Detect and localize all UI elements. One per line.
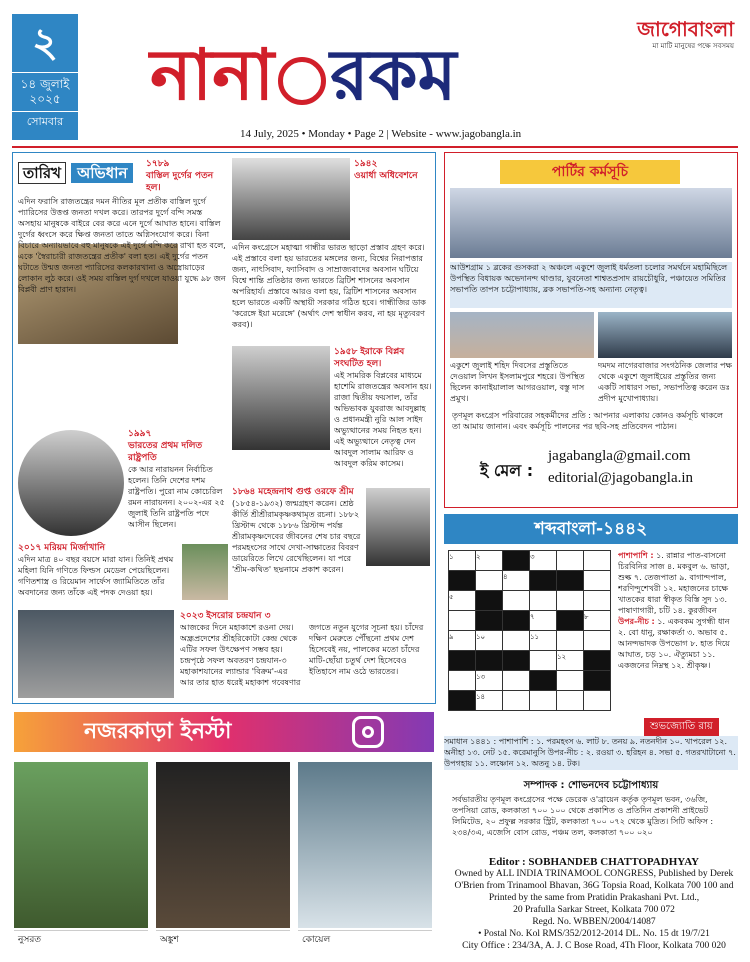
insta-photo-koel	[298, 762, 432, 928]
masthead-title	[150, 30, 590, 120]
mahendranath-photo	[366, 488, 430, 566]
eye-calendar-icon	[278, 57, 326, 105]
event-2017: ২০১৭ মরিয়ম মির্জাখানি এদিন মাত্র ৪০ বছর বয়সে মারা যান। তিনিই প্রথম মহিলা যিনি গণিতে ফিল্ডস মেডেল পেয়েছিলেন। গণিতশাস্ত্র ও রিয়েমান সার্ফেস জ্যামিতিতে তাঁর অবদানের জন্য তাঁকে এই পদক দেওয়া হয়।	[18, 543, 174, 597]
dateline: 14 July, 2025 • Monday • Page 2 | Website - www.jagobangla.in	[240, 128, 522, 140]
imprint-text-bn: সর্বভারতীয় তৃণমূল কংগ্রেসের পক্ষে ডেরেক ও'ব্রায়েন কর্তৃক তৃণমূল ভবন, ৩৬জি, তপসিয়া রোড, কলকাতা ৭০০ ১০০ থেকে প্রকাশিত ও প্রতিদিন প্রকাশনী প্রাইভেট লিমিটেড, ২০ প্রফুল্ল সরকার স্ট্রিট, কলকাতা ৭০০ ০৭২ থেকে মুদ্রিত। সিটি অফিস : ২৩৪/৩এ, এজেসি বোস রোড, পঞ্চম তল, কলকাতা ৭০০ ০২০	[452, 795, 714, 837]
email-2[interactable]: editorial@jagobangla.in	[548, 470, 694, 486]
email-1[interactable]: jagabangla@gmail.com	[548, 448, 691, 464]
event-1864: ১৮৬৪ মহেন্দ্রনাথ গুপ্ত ওরফে শ্রীম (১৮৫৪-১৯৩২) জন্মগ্রহণ করেন। শ্রেষ্ঠ কীর্তি শ্রীশ্রীরামকৃষ্ণকথামৃত রচনা। ১৮৮২ খ্রিস্টাব্দ থেকে ১৮৮৬ খ্রিস্টাব্দ পর্যন্ত শ্রীরামকৃষ্ণদেবের জীবনের শেষ চার বছরে পরমহংসের সাথে দেখা-সাক্ষাতের বিবরণ ডায়েরিতে লিখে রেখেছিলেন। যা পরে 'শ্রীম-কথিত' ছদ্মনামে প্রকাশ করেন।	[232, 487, 361, 574]
issue-date: ১৪ জুলাই ২০২৫	[12, 73, 78, 112]
party-caption-1: আউশগ্রাম ১ ব্লকের গুসকরা ২ অঞ্চলে একুশে জুলাই ধর্মতলা চলোর সমর্থনে মহামিছিলে উপস্থিত বিধায়ক অভেদানন্দ থাণ্ডার, যুবনেতা শাশ্বতপ্রসাদ রায়চৌধুরি, পঞ্চায়েত সমিতির সভাপতি তাপস চট্টোপাধ্যায়, ব্লক সভাপতি-সহ অন্যান্য নেতৃত্ব।	[450, 262, 732, 308]
issue-day: সোমবার	[26, 115, 64, 128]
instagram-icon	[352, 716, 384, 748]
event-1789-text: এদিন ফরাসি রাজতন্ত্রের দমন নীতির মূল প্রতীক বাস্তিল দুর্গে প্যারিসের উত্তপ্ত জনতা দখল করে। তারপর দুর্গে বন্দি সমস্ত অসহায় মানুষকে বাইরে বের করে এনে দুর্গে আঘাত হানে। বাস্তিল দুর্গের ধ্বংসে করে ক্ষিপ্ত জনতা তাতে অগ্নিসংযোগ করে। বিনা বিচারে অন্যায়ভাবে বহু মানুষকে এই দুর্গে বন্দি করে রাখা হত বলে, একে 'স্বৈরাচারী রাজতন্ত্রের প্রতীক' বলা হত। এই দুর্গের পতন ঘটাতে উন্মত্ত জনতা প্যারিসের কলকারখানা ও অস্ত্রোয়াড়ের লোকান লুঠ করে। ওই সময় বাস্তিল দুর্গ দখলে যাওয়া যুদ্ধে ৯৮ জন বিপ্লবী প্রাণ হারান।	[18, 197, 226, 294]
jagobangla-logo: জাগোবাংলা মা মাটি মানুষের পক্ষে সবসময়	[637, 17, 734, 50]
insta-photo-ankush	[156, 762, 290, 928]
insta-photo-nusrat	[14, 762, 148, 928]
party-caption-2: একুশে জুলাই শহিদ দিবসের প্রস্তুতিতে দেওয়াল লিখন ইসলামপুরে শহরে। উপস্থিত ছিলেন কানাইয়ালাল আগরওয়াল, বস্তু দাস প্রমুখ।	[450, 361, 585, 403]
chandrayaan-photo	[18, 610, 174, 698]
event-2023: ২০২৩ ইসরোর চন্দ্রযান ৩ আজকের দিনে মহাকাশে রওনা দেয়। অন্ধ্রপ্রদেশের শ্রীহরিকোটা কেন্দ্র থেকে এটির সফল উৎক্ষেপণ সম্ভব হয়। চন্দ্রপৃষ্ঠে সফল অবতরণ চন্দ্রযান-৩ মহাকাশযানের ল্যান্ডার 'বিক্রম'-এর আর তার হাত ধরেই মহাকাশ গবেষণার জগতে নতুন যুগের সূচনা হয়। চাঁদের দক্ষিণ মেরুতে পৌঁছনো প্রথম দেশ হিসেবেই নয়, পালকের মতো চাঁদের মাটি-ছোঁয়া চতুর্থ দেশ হিসেবেও ইতিহাসে নাম ওঠে ভারতের।	[180, 611, 424, 687]
crossword-title: শব্দবাংলা-১৪৪২	[444, 514, 738, 544]
insta-caption-ankush: অঙ্কুশ	[156, 930, 290, 948]
event-1958: ১৯৫৮ ইরাকে বিপ্লব সংঘটিত হল।	[334, 347, 405, 369]
party-photo-wall	[450, 312, 594, 358]
party-photo-rally	[450, 188, 732, 258]
iraq-leaders-photo	[232, 346, 330, 450]
quit-india-photo	[232, 158, 350, 240]
crossword-clues: পাশাপাশি : ১. রান্নার পাত-বাসনো চিরবিনির সাজ ৪. মকবুল ৬. ভাড়া, শুল্ক ৭. তেজপাতা ৯. বাগান্দপাল, শরণিন্দুশেখরী ১২. মহাজনের চাক্ষে খাতকের ধারা স্বীকৃত বিস্তি সুদ ১৩. পাষাণাগারী, চটি ১৪. কুরজীবন উপর-নীচ : ১. একবকম সুগন্ধী ধান ২. বো ধানু, রক্ষাকর্তা ৩. অভাব ৫. আনন্দভাদক উপভোগ ৮. হাত দিয়ে আঘাত, চড় ১০. ঐত্যুমচা ১১. একজনের নিম্নস্থ ১২. শ্রীকৃষ্ণ।	[618, 551, 730, 670]
event-1789: ১৭৮৯ বাস্তিল দুর্গের পতন হল।	[146, 159, 214, 193]
masthead-part1: নানা	[150, 33, 275, 116]
insta-caption-koel: কোয়েল	[298, 930, 432, 948]
imprint-editor-bn: সম্পাদক : শোভনদেব চট্টোপাধ্যায়	[523, 780, 659, 791]
party-note: তৃণমূল কংগ্রেস পরিবারের সহকর্মীদের প্রতি : আপনার এলাকায় কোনও কর্মসূচি থাকলে তা আমায় জানান। এবং কর্মসূচি পালনের পর ছবি-সহ প্রতিবেদন পাঠান।	[452, 411, 723, 431]
crossword-solution: সমাধান ১৪৪১ : পাশাপাশি : ১. পরমহংস ৬. লাট ৮. তনয় ৯. নতনদীন ১০. খাপরেল ১২. অনীহা ১৩. নেট ১৫. করেমানুসি উপর-নীচ : ২. রওয়া ৩. হরিহন ৪. সভা ৫. গতরখাটানো ৭. উপগহায় ১১. লষ্ণোন ১২. অতনু ১৪. টক।	[444, 736, 738, 770]
crossword-author: শুভজ্যোতি রায়	[644, 718, 719, 737]
email-label: ই মেল :	[480, 461, 534, 480]
header-rule	[12, 146, 738, 148]
party-caption-3: দমদম নাগেরবাজার সংগঠনিক জেলার পক্ষ থেকে একুশে জুলাইয়ের প্রস্তুতির জন্য একটি সাধারণ সভা, সভাপতিত্ব করেন ডঃ প্রদীপ মুখোপাধ্যায়।	[598, 361, 732, 403]
imprint-en: Editor : SOBHANDEB CHATTOPADHYAY Owned by ALL INDIA TRINAMOOL CONGRESS, Published by Derek O'Brien from Trinamool Bhavan, 36G Topsia Road, Kolkata 700 100 and Printed by the same from Pratidin Prakashani Pvt. Ltd., 20 Prafulla Sarkar Street, Kolkata 700 072 Regd. No. WBBEN/2004/14087 • Postal No. Kol RMS/352/2012-2014 DL. No. 15 dt 19/7/21 City Office : 234/3A, A. J. C Bose Road, 4Th Floor, Kolkata 700 020	[454, 856, 734, 951]
party-photo-meeting	[598, 312, 732, 358]
insta-banner: নজরকাড়া ইনস্টা	[14, 712, 434, 752]
crossword-grid[interactable]: ১ ২ ৩ ৪ ৫ ৭ ৮ ৯ ১০ ১১ ১২ ১৩ ১৪	[448, 550, 611, 711]
narayanan-photo	[18, 430, 124, 536]
event-1942: ১৯৪২ ওয়ার্ধা অধিবেশনে	[354, 159, 418, 181]
event-1997: ১৯৯৭ ভারতের প্রথম দলিত রাষ্ট্রপতি কে আর নারায়নন নির্বাচিত হলেন। তিনি দেশের দশম রাষ্ট্রপতি। পুরো নাম কোচেরিল রমন নারায়নন। ২০০২-এর ২৫ জুলাই তিনি রাষ্ট্রপতি পদে আসীন ছিলেন।	[128, 429, 225, 529]
mirzakhani-photo	[182, 544, 228, 600]
event-1942-text: এদিন কংগ্রেসে মহাত্মা গান্ধীর ভারত ছাড়ো প্রস্তাব গ্রহণ করে। এই প্রস্তাবে বলা হয় ভারতের মঙ্গলের জন্য, বিশ্বের নিরাপত্তার জন্য, নাৎসিবাদ, ফ্যাসিবাদ ও সাম্রাজ্যবাদের অবসান ঘটিয়ে বিশ্বে শান্তি প্রতিষ্ঠার জন্য ভারতে ব্রিটিশ শাসনের অবসান অপরিহার্য। প্রস্তাবে আরও বলা হয়, ব্রিটিশ শাসনের অবসান হলে ভারতে একটি অস্থায়ী সরকার গঠিত হবে। গান্ধীজির ডাক 'করেঙ্গে ইয়া মরেঙ্গে' (অর্থাৎ দেশ স্বাধীন করব, না হয় মৃত্যুবরণ করব)।	[232, 243, 426, 329]
masthead-part2: রকম	[330, 33, 457, 116]
event-1958-text: এই সামরিক বিপ্লবের মাধ্যমে হাশেমি রাজতন্ত্রের অবসান হয়। রাজা দ্বিতীয় ফয়সাল, তাঁর অভিভাবক যুবরাজ আবদুল্লাহ ও প্রধানমন্ত্রী নুরি আল সাইদ অভ্যুত্থানের সময় নিহত হন। এই অভ্যুত্থানে নেতৃত্ব দেন আবদুল সালাম আরিফ ও আবদুল করিম কাসেম।	[334, 371, 432, 468]
page-number: ২	[12, 14, 78, 73]
insta-caption-nusrat: নুসরত	[14, 930, 148, 948]
date-box	[12, 14, 78, 140]
party-title: পার্টির কর্মসূচি	[500, 160, 680, 184]
tarikh-header: তারিখ অভিধান	[18, 162, 133, 187]
